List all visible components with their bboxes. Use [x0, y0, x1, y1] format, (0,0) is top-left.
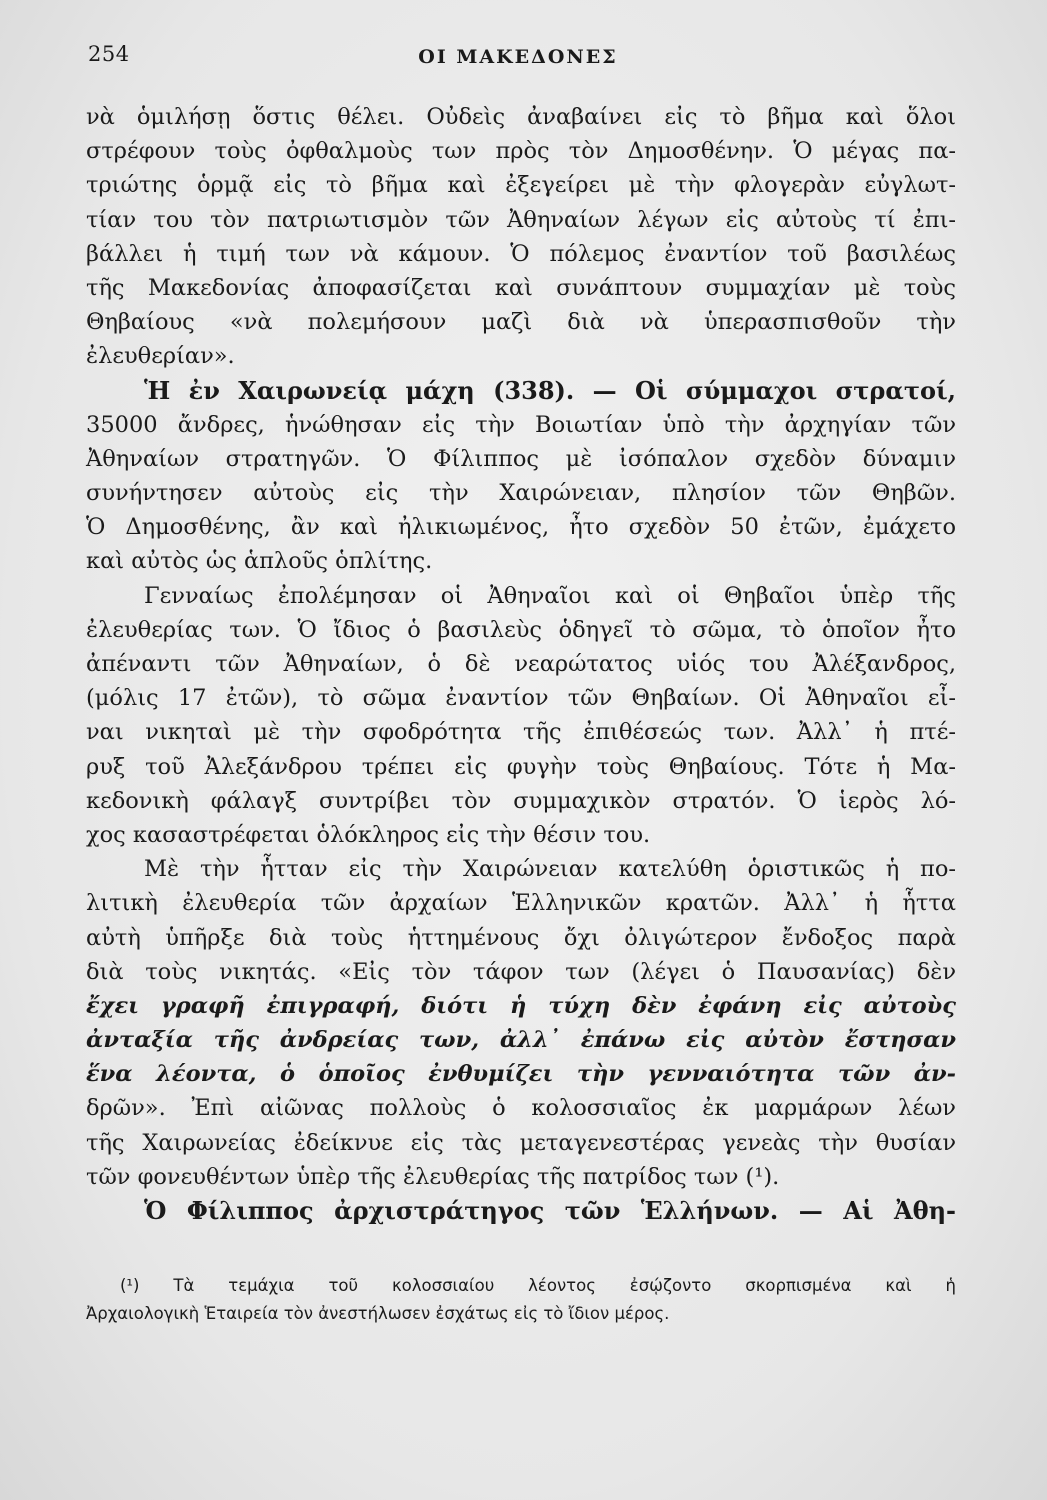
text-line: ναι νικηταὶ μὲ τὴν σφοδρότητα τῆς ἐπιθέσεώς των. Ἀλλ᾽ ἡ πτέ-	[86, 719, 956, 746]
running-title: ΟΙ ΜΑΚΕΔΟΝΕΣ	[418, 46, 618, 68]
text-line: διὰ τοὺς νικητάς. «Εἰς τὸν τάφον των (λέγει ὁ Παυσανίας) δὲν	[86, 958, 956, 985]
text-line: (μόλις 17 ἐτῶν), τὸ σῶμα ἐναντίον τῶν Θηβαίων. Οἱ Ἀθηναῖοι εἶ-	[86, 685, 956, 712]
text-line: ἐλευθερίαν».	[86, 343, 235, 370]
text-line: Γενναίως ἐπολέμησαν οἱ Ἀθηναῖοι καὶ οἱ Θηβαῖοι ὑπὲρ τῆς	[144, 582, 956, 609]
text-line: συνήντησεν αὐτοὺς εἰς τὴν Χαιρώνειαν, πλησίον τῶν Θηβῶν.	[86, 480, 956, 507]
text-line: τῆς Μακεδονίας ἀποφασίζεται καὶ συνάπτουν συμμαχίαν μὲ τοὺς	[86, 274, 956, 301]
footnote-line: Ἀρχαιολογικὴ Ἑταιρεία τὸν ἀνεστήλωσεν ἐσχάτως εἰς τὸ ἴδιον μέρος.	[86, 1304, 670, 1323]
body-text	[86, 100, 956, 1228]
section-heading-chaeronea: Ἡ ἐν Χαιρωνείᾳ μάχη (338). — Οἱ σύμμαχοι στρατοί,	[144, 375, 956, 405]
text-line: κεδονικὴ φάλαγξ συντρίβει τὸν συμμαχικὸν στρατόν. Ὁ ἱερὸς λό-	[86, 787, 956, 814]
text-line: Θηβαίους «νὰ πολεμήσουν μαζὶ διὰ νὰ ὑπερασπισθοῦν τὴν	[86, 309, 956, 336]
text-line: Μὲ τὴν ἧτταν εἰς τὴν Χαιρώνειαν κατελύθη ὁριστικῶς ἡ πο-	[144, 856, 956, 883]
footnotes	[86, 1272, 956, 1328]
text-line: ἐλευθερίας των. Ὁ ἴδιος ὁ βασιλεὺς ὁδηγεῖ τὸ σῶμα, τὸ ὁποῖον ἦτο	[86, 616, 956, 643]
text-line: ρυξ τοῦ Ἀλεξάνδρου τρέπει εἰς φυγὴν τοὺς Θηβαίους. Τότε ἡ Μα-	[86, 753, 956, 780]
page-number: 254	[88, 42, 130, 66]
text-line: καὶ αὐτὸς ὡς ἁπλοῦς ὁπλίτης.	[86, 548, 433, 575]
text-line-quote: ἀνταξία τῆς ἀνδρείας των, ἀλλ᾽ ἐπάνω εἰς αὐτὸν ἔστησαν	[86, 1027, 956, 1054]
text-line: αὐτὴ ὑπῆρξε διὰ τοὺς ἡττημένους ὄχι ὀλιγώτερον ἔνδοξος παρὰ	[86, 924, 956, 951]
footnote-line: (¹) Τὰ τεμάχια τοῦ κολοσσιαίου λέοντος ἐσῴζοντο σκορπισμένα καὶ ἡ	[120, 1276, 956, 1295]
text-line: Ὁ Δημοσθένης, ἂν καὶ ἠλικιωμένος, ἦτο σχεδὸν 50 ἐτῶν, ἐμάχετο	[86, 514, 956, 541]
text-line-quote: ἔχει γραφῆ ἐπιγραφή, διότι ἡ τύχη δὲν ἐφάνη εἰς αὐτοὺς	[86, 992, 956, 1019]
section-heading-philip: Ὁ Φίλιππος ἀρχιστράτηγος τῶν Ἑλλήνων. — Αἱ Ἀθη-	[144, 1196, 956, 1225]
text-line: λιτικὴ ἐλευθερία τῶν ἀρχαίων Ἑλληνικῶν κρατῶν. Ἀλλ᾽ ἡ ἧττα	[86, 890, 956, 917]
text-line-quote: ἕνα λέοντα, ὁ ὁποῖος ἐνθυμίζει τὴν γενναιότητα τῶν ἀν-	[86, 1061, 956, 1088]
text-line: τῶν φονευθέντων ὑπὲρ τῆς ἐλευθερίας τῆς πατρίδος των (¹).	[86, 1163, 780, 1190]
text-line: τριώτης ὁρμᾷ εἰς τὸ βῆμα καὶ ἐξεγείρει μὲ τὴν φλογερὰν εὐγλωτ-	[86, 172, 956, 199]
text-line: χος κασαστρέφεται ὁλόκληρος εἰς τὴν θέσιν του.	[86, 821, 651, 848]
text-line: Ἀθηναίων στρατηγῶν. Ὁ Φίλιππος μὲ ἰσόπαλον σχεδὸν δύναμιν	[86, 445, 956, 472]
page-header	[88, 42, 948, 82]
text-line: τῆς Χαιρωνείας ἐδείκνυε εἰς τὰς μεταγενεστέρας γενεὰς τὴν θυσίαν	[86, 1129, 956, 1156]
text-line: ἀπέναντι τῶν Ἀθηναίων, ὁ δὲ νεαρώτατος υἱός του Ἀλέξανδρος,	[86, 651, 956, 677]
text-line: νὰ ὁμιλήσῃ ὅστις θέλει. Οὐδεὶς ἀναβαίνει εἰς τὸ βῆμα καὶ ὅλοι	[86, 104, 956, 130]
text-line: βάλλει ἡ τιμή των νὰ κάμουν. Ὁ πόλεμος ἐναντίον τοῦ βασιλέως	[86, 240, 956, 267]
text-line: 35000 ἄνδρες, ἡνώθησαν εἰς τὴν Βοιωτίαν ὑπὸ τὴν ἀρχηγίαν τῶν	[86, 411, 956, 438]
text-line: στρέφουν τοὺς ὀφθαλμοὺς των πρὸς τὸν Δημοσθένην. Ὁ μέγας πα-	[86, 138, 956, 165]
text-line: τίαν του τὸν πατριωτισμὸν τῶν Ἀθηναίων λέγων εἰς αὐτοὺς τί ἐπι-	[86, 206, 956, 233]
text-line: δρῶν». Ἐπὶ αἰῶνας πολλοὺς ὁ κολοσσιαῖος ἐκ μαρμάρων λέων	[86, 1095, 956, 1122]
